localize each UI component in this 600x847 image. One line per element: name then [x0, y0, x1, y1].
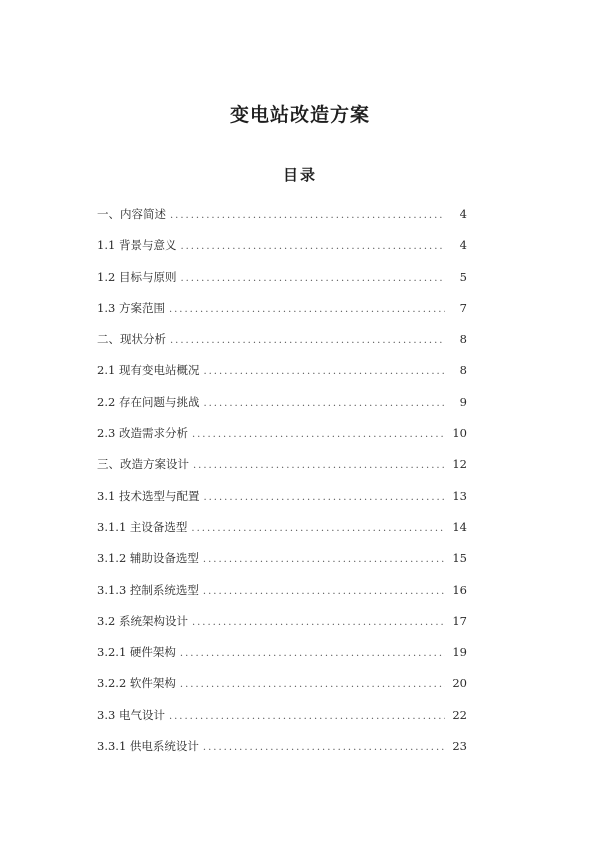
toc-entry[interactable]	[97, 237, 467, 268]
toc-entry[interactable]	[97, 394, 467, 425]
toc-dot-leader	[203, 554, 445, 565]
toc-entry-page-number: 20	[452, 676, 467, 691]
toc-entry[interactable]	[97, 206, 467, 237]
toc-entry[interactable]	[97, 550, 467, 581]
toc-entry-label: 3.3.1 供电系统设计	[97, 739, 199, 754]
toc-entry-page-number: 17	[452, 613, 467, 628]
toc-dot-leader	[203, 492, 445, 503]
toc-entry-page-number: 22	[452, 707, 467, 722]
toc-entry-label: 1.1 背景与意义	[97, 238, 177, 253]
toc-entry[interactable]	[97, 362, 467, 393]
toc-entry[interactable]	[97, 644, 467, 675]
toc-entry[interactable]	[97, 456, 467, 487]
toc-entry[interactable]	[97, 582, 467, 613]
toc-entry-label: 3.2 系统架构设计	[97, 613, 188, 628]
toc-entry-page-number: 4	[459, 207, 467, 221]
toc-entry-page-number: 12	[452, 457, 467, 472]
toc-entry-page-number: 16	[452, 582, 467, 597]
toc-entry-label: 3.2.1 硬件架构	[97, 645, 176, 660]
toc-entry[interactable]	[97, 675, 467, 706]
toc-dot-leader	[180, 241, 445, 252]
toc-entry-page-number: 7	[459, 300, 467, 315]
toc-entry-label: 3.1 技术选型与配置	[97, 488, 200, 503]
toc-entry[interactable]	[97, 269, 467, 300]
toc-entry[interactable]	[97, 331, 467, 362]
toc-entry-label: 3.1.2 辅助设备选型	[97, 551, 199, 566]
toc-entry-page-number: 15	[452, 551, 467, 566]
toc-entry-label: 3.1.3 控制系统选型	[97, 582, 199, 597]
document-title: 变电站改造方案	[229, 104, 370, 126]
toc-dot-leader	[203, 398, 445, 409]
toc-entry-page-number: 13	[452, 488, 467, 503]
toc-entry[interactable]	[97, 738, 467, 769]
toc-entry-label: 1.3 方案范围	[97, 300, 165, 315]
toc-entry[interactable]	[97, 488, 467, 519]
toc-entry-page-number: 10	[452, 426, 467, 441]
toc-entry-label: 2.3 改造需求分析	[97, 426, 188, 441]
toc-entry-page-number: 23	[452, 739, 467, 754]
toc-entry[interactable]	[97, 425, 467, 456]
toc-entry[interactable]	[97, 707, 467, 738]
toc-entry[interactable]	[97, 613, 467, 644]
toc-dot-leader	[169, 304, 445, 315]
toc-entry[interactable]	[97, 519, 467, 550]
toc-entry-label: 三、改造方案设计	[97, 457, 189, 472]
toc-dot-leader	[170, 210, 445, 221]
toc-dot-leader	[203, 366, 445, 377]
toc-heading: 目录	[282, 166, 317, 184]
toc-dot-leader	[193, 460, 445, 471]
toc-dot-leader	[203, 586, 445, 597]
toc-dot-leader	[180, 648, 445, 659]
toc-entry-label: 3.1.1 主设备选型	[97, 519, 188, 534]
toc-entry-page-number: 5	[459, 269, 467, 284]
toc-entry-label: 3.2.2 软件架构	[97, 676, 176, 691]
toc-entry-page-number: 8	[459, 332, 467, 347]
toc-entry-page-number: 19	[452, 645, 467, 660]
toc-dot-leader	[192, 617, 445, 628]
toc-entry-page-number: 9	[459, 394, 467, 409]
toc-entry-label: 一、内容简述	[97, 207, 166, 221]
toc-dot-leader	[203, 742, 445, 753]
toc-entry-label: 1.2 目标与原则	[97, 269, 177, 284]
toc-dot-leader	[180, 273, 445, 284]
toc-entry-label: 2.1 现有变电站概况	[97, 363, 200, 378]
toc-entry-page-number: 4	[459, 238, 467, 253]
toc-dot-leader	[191, 523, 445, 534]
toc-entry-label: 二、现状分析	[97, 332, 166, 347]
toc-dot-leader	[169, 711, 445, 722]
toc-dot-leader	[180, 679, 445, 690]
toc-dot-leader	[192, 429, 445, 440]
toc-entry[interactable]	[97, 300, 467, 331]
table-of-contents	[97, 206, 467, 769]
toc-entry-page-number: 14	[452, 519, 467, 534]
toc-entry-label: 2.2 存在问题与挑战	[97, 394, 200, 409]
toc-entry-page-number: 8	[459, 363, 467, 378]
toc-dot-leader	[170, 335, 445, 346]
toc-entry-label: 3.3 电气设计	[97, 707, 165, 722]
